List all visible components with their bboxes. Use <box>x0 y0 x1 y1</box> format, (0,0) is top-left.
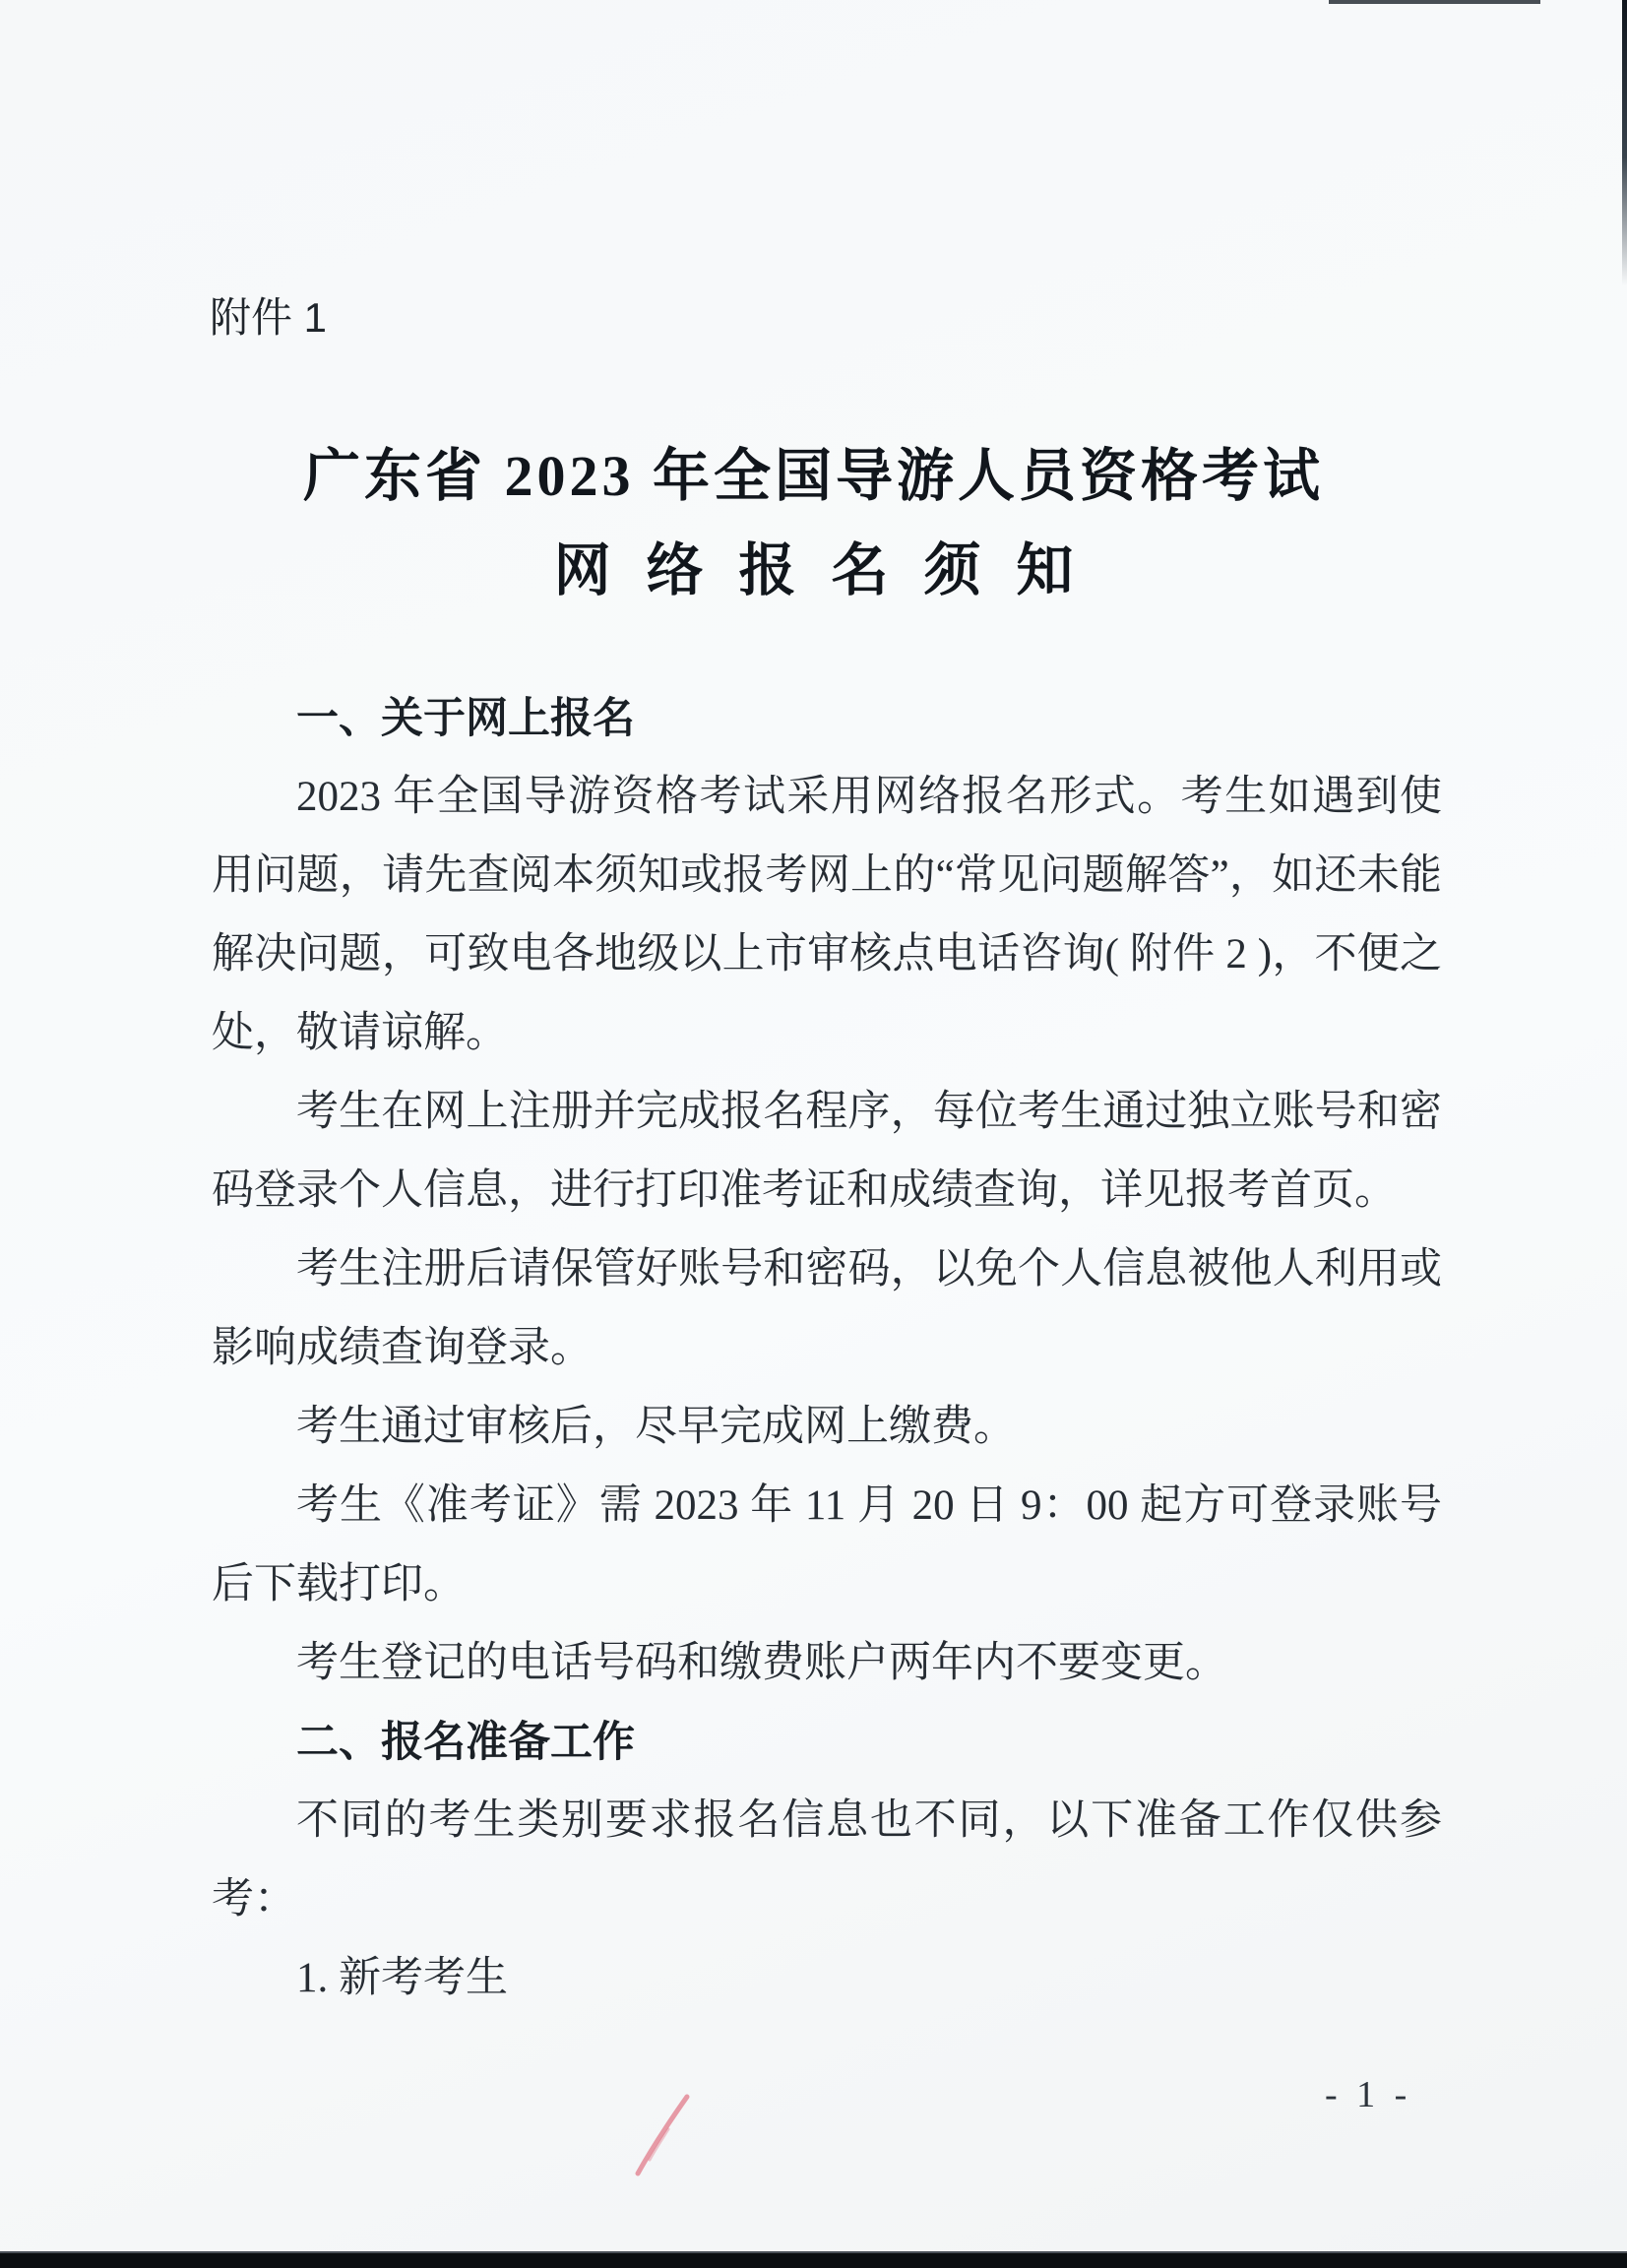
attachment-label: 附件 1 <box>210 294 328 341</box>
paragraph-admission-ticket: 考生《准考证》需 2023 年 11 月 20 日 9：00 起方可登录账号后下载打印。 <box>212 1482 1442 1607</box>
paragraph-no-account-change: 考生登记的电话号码和缴费账户两年内不要变更。 <box>296 1640 1227 1686</box>
title-line-2: 网络报名须知 <box>553 538 1109 602</box>
paragraph-account-login: 考生在网上注册并完成报名程序，每位考生通过独立账号和密码登录个人信息，进行打印准考证和成绩查询，详见报考首页。 <box>212 1089 1442 1214</box>
title-line-1: 广东省 2023 年全国导游人员资格考试 <box>302 444 1324 508</box>
paragraph-keep-credentials: 考生注册后请保管好账号和密码，以免个人信息被他人利用或影响成绩查询登录。 <box>212 1246 1442 1371</box>
red-pen-stroke-main <box>638 2097 687 2174</box>
scan-artifact-bottom-bar <box>0 2251 1627 2268</box>
paragraph-preparation-intro: 不同的考生类别要求报名信息也不同，以下准备工作仅供参考： <box>212 1797 1442 1922</box>
paragraph-online-payment: 考生通过审核后，尽早完成网上缴费。 <box>296 1404 1016 1450</box>
document-body <box>212 679 1442 2018</box>
scan-artifact-top-edge <box>1329 0 1540 4</box>
scan-artifact-right-edge <box>1622 0 1627 285</box>
document-title <box>0 429 1627 618</box>
paragraph-online-registration: 2023 年全国导游资格考试采用网络报名形式。考生如遇到使用问题，请先查阅本须知或报考网上的“常见问题解答”，如还未能解决问题，可致电各地级以上市审核点电话咨询( 附件 2 )，不便之处，敬请谅解。 <box>212 774 1442 1056</box>
paragraph-new-examinee: 1. 新考考生 <box>296 1955 508 2001</box>
section-2-heading: 二、报名准备工作 <box>296 1719 635 1766</box>
section-1-heading: 一、关于网上报名 <box>296 695 635 742</box>
page-number: - 1 - <box>1325 2074 1412 2115</box>
red-pen-mark <box>624 2087 713 2185</box>
